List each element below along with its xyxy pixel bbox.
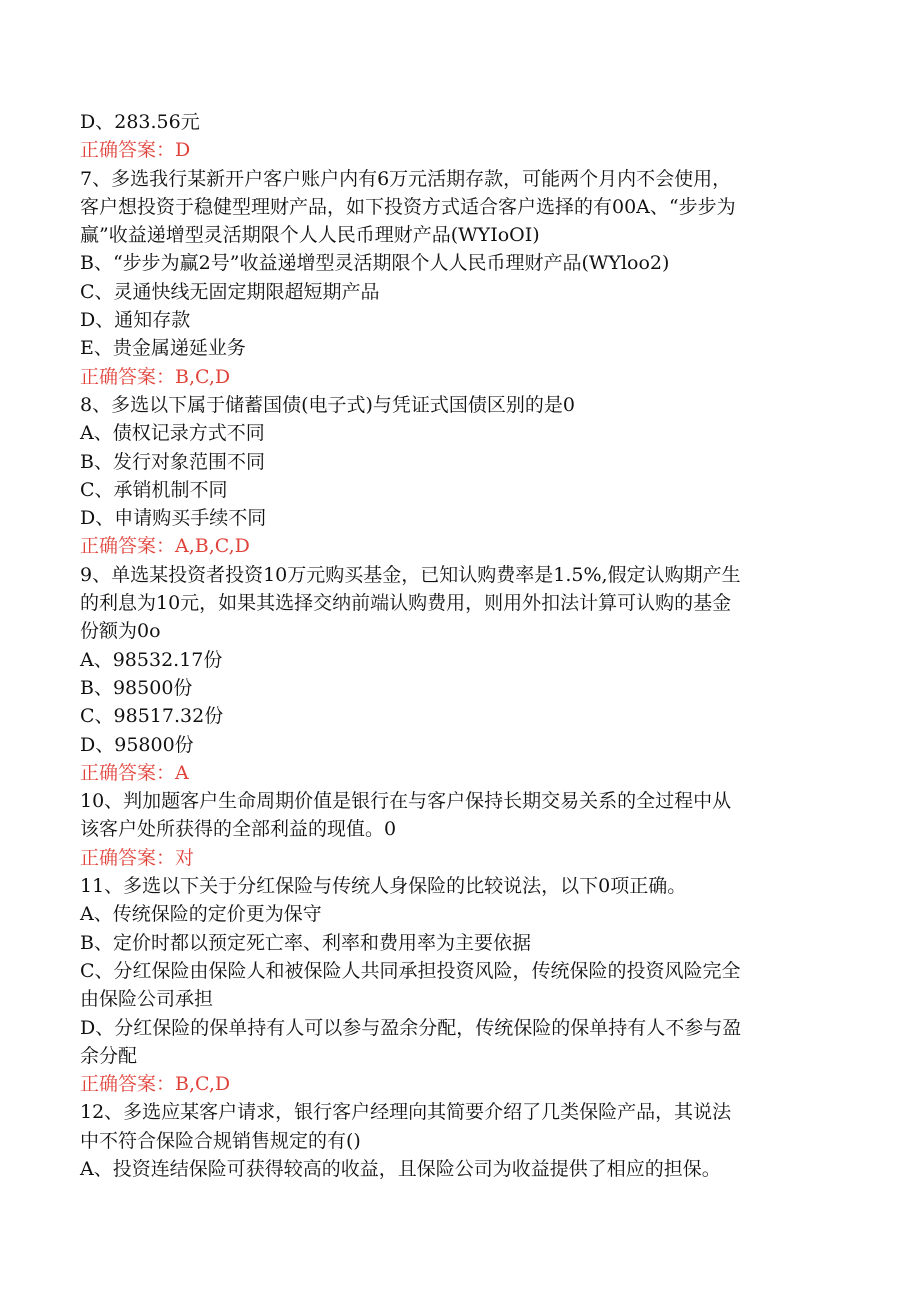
question-line: 该客户处所获得的全部利益的现值。0	[80, 818, 397, 841]
question-line: 中不符合保险合规销售规定的有()	[80, 1129, 361, 1152]
answer-line: 正确答案：A	[80, 761, 189, 784]
option-line: C、承销机制不同	[80, 478, 228, 501]
option-line: B、“步步为赢2号”收益递增型灵活期限个人人民币理财产品(WYloo2)	[80, 252, 670, 275]
question-line: 客户想投资于稳健型理财产品，如下投资方式适合客户选择的有00A、“步步为	[80, 195, 736, 218]
option-line: 余分配	[80, 1044, 138, 1067]
answer-line: 正确答案：B,C,D	[80, 365, 231, 388]
option-line: C、灵通快线无固定期限超短期产品	[80, 280, 380, 303]
question-line: 11、多选以下关于分红保险与传统人身保险的比较说法，以下0项正确。	[80, 875, 687, 898]
question-line: 10、判加题客户生命周期价值是银行在与客户保持长期交易关系的全过程中从	[80, 790, 732, 813]
option-line: D、283.56元	[80, 111, 200, 133]
option-line: D、申请购买手续不同	[80, 507, 267, 530]
option-line: A、98532.17份	[80, 648, 223, 671]
option-line: A、债权记录方式不同	[80, 422, 265, 445]
option-line: B、发行对象范围不同	[80, 450, 265, 473]
option-line: C、98517.32份	[80, 705, 224, 728]
document-page	[80, 108, 840, 1183]
answer-line: 正确答案：对	[80, 846, 195, 869]
option-line: A、传统保险的定价更为保守	[80, 903, 322, 926]
option-line: 由保险公司承担	[80, 988, 214, 1011]
question-line: 8、多选以下属于储蓄国债(电子式)与凭证式国债区别的是0	[80, 393, 576, 416]
option-line: D、分红保险的保单持有人可以参与盈余分配，传统保险的保单持有人不参与盈	[80, 1016, 742, 1039]
option-line: C、分红保险由保险人和被保险人共同承担投资风险，传统保险的投资风险完全	[80, 959, 741, 982]
question-line: 7、多选我行某新开户客户账户内有6万元活期存款，可能两个月内不会使用，	[80, 167, 732, 190]
option-line: A、投资连结保险可获得较高的收益，且保险公司为收益提供了相应的担保。	[80, 1157, 721, 1180]
question-line: 份额为0o	[80, 620, 161, 643]
answer-line: 正确答案：D	[80, 139, 191, 162]
option-line: D、通知存款	[80, 309, 191, 332]
option-line: D、95800份	[80, 733, 194, 756]
question-line: 12、多选应某客户请求，银行客户经理向其简要介绍了几类保险产品，其说法	[80, 1101, 732, 1124]
question-line: 的利息为10元，如果其选择交纳前端认购费用，则用外扣法计算可认购的基金	[80, 592, 732, 615]
question-line: 9、单选某投资者投资10万元购买基金，已知认购费率是1.5%,假定认购期产生	[80, 563, 741, 586]
option-line: B、定价时都以预定死亡率、利率和费用率为主要依据	[80, 931, 531, 954]
option-line: E、贵金属递延业务	[80, 337, 246, 360]
question-line: 赢”收益递增型灵活期限个人人民币理财产品(WYIoOI)	[80, 224, 540, 247]
answer-line: 正确答案：A,B,C,D	[80, 535, 250, 558]
option-line: B、98500份	[80, 676, 193, 699]
answer-line: 正确答案：B,C,D	[80, 1073, 231, 1096]
